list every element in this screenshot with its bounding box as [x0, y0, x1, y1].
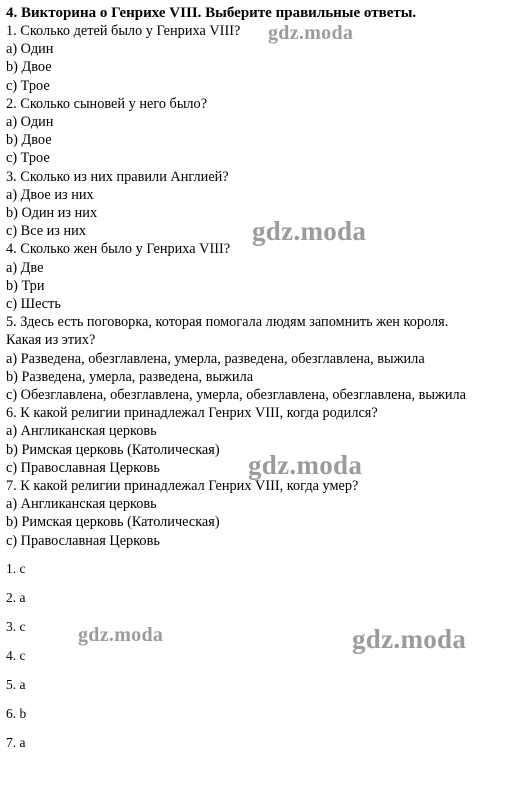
question-text: 3. Сколько из них правили Англией?	[6, 168, 229, 185]
answer-option: a) Один	[6, 41, 54, 58]
question-1	[6, 22, 521, 95]
answer-option: c) Трое	[6, 150, 50, 167]
answer-option: a) Разведена, обезглавлена, умерла, разведена, обезглавлена, выжила	[6, 350, 425, 367]
answer-option: b) Римская церковь (Католическая)	[6, 441, 220, 458]
watermark: gdz.moda	[78, 624, 164, 646]
answer-option: c) Православная Церковь	[6, 459, 160, 476]
answer-option: c) Трое	[6, 77, 50, 94]
answer-item: 2. a	[6, 589, 26, 605]
answer-item: 3. c	[6, 618, 26, 634]
answer-option: c) Обезглавлена, обезглавлена, умерла, обезглавлена, обезглавлена, выжила	[6, 387, 466, 404]
answer-option: a) Двое из них	[6, 186, 94, 203]
answer-option: a) Один	[6, 114, 54, 131]
watermark: gdz.moda	[352, 624, 467, 654]
question-text: 2. Сколько сыновей у него было?	[6, 95, 208, 112]
answer-option: b) Римская церковь (Католическая)	[6, 514, 220, 531]
answer-option: b) Разведена, умерла, разведена, выжила	[6, 368, 254, 385]
answer-option: a) Две	[6, 259, 44, 276]
question-text: 4. Сколько жен было у Генриха VIII?	[6, 241, 231, 258]
quiz-title: 4. Викторина о Генрихе VIII. Выберите правильные ответы.	[6, 5, 417, 21]
question-7	[6, 477, 521, 550]
watermark: gdz.moda	[252, 216, 367, 246]
watermark: gdz.moda	[268, 22, 354, 44]
answer-option: b) Двое	[6, 132, 52, 149]
question-text: 7. К какой религии принадлежал Генрих VIII, когда умер?	[6, 478, 359, 495]
question-5	[6, 313, 521, 404]
question-2	[6, 95, 521, 168]
answer-option: c) Все из них	[6, 223, 86, 240]
answer-option: b) Двое	[6, 59, 52, 76]
answer-option: c) Шесть	[6, 296, 61, 313]
answer-option: a) Англиканская церковь	[6, 496, 157, 513]
question-text: 1. Сколько детей было у Генриха VIII?	[6, 23, 241, 39]
watermark: gdz.moda	[248, 450, 363, 480]
question-text: 5. Здесь есть поговорка, которая помогала людям запомнить жен короля.	[6, 314, 449, 331]
question-text: 6. К какой религии принадлежал Генрих VIII, когда родился?	[6, 405, 378, 422]
answer-key	[6, 560, 521, 763]
question-text-continued: Какая из этих?	[6, 332, 96, 349]
answer-option: b) Три	[6, 277, 45, 294]
answer-option: c) Православная Церковь	[6, 532, 160, 549]
answer-item: 1. c	[6, 560, 26, 576]
question-4	[6, 240, 521, 313]
answer-option: a) Англиканская церковь	[6, 423, 157, 440]
answer-option: b) Один из них	[6, 205, 98, 222]
answer-item: 4. c	[6, 647, 26, 663]
answer-item: 7. a	[6, 734, 26, 750]
answer-item: 6. b	[6, 705, 27, 721]
answer-item: 5. a	[6, 676, 26, 692]
